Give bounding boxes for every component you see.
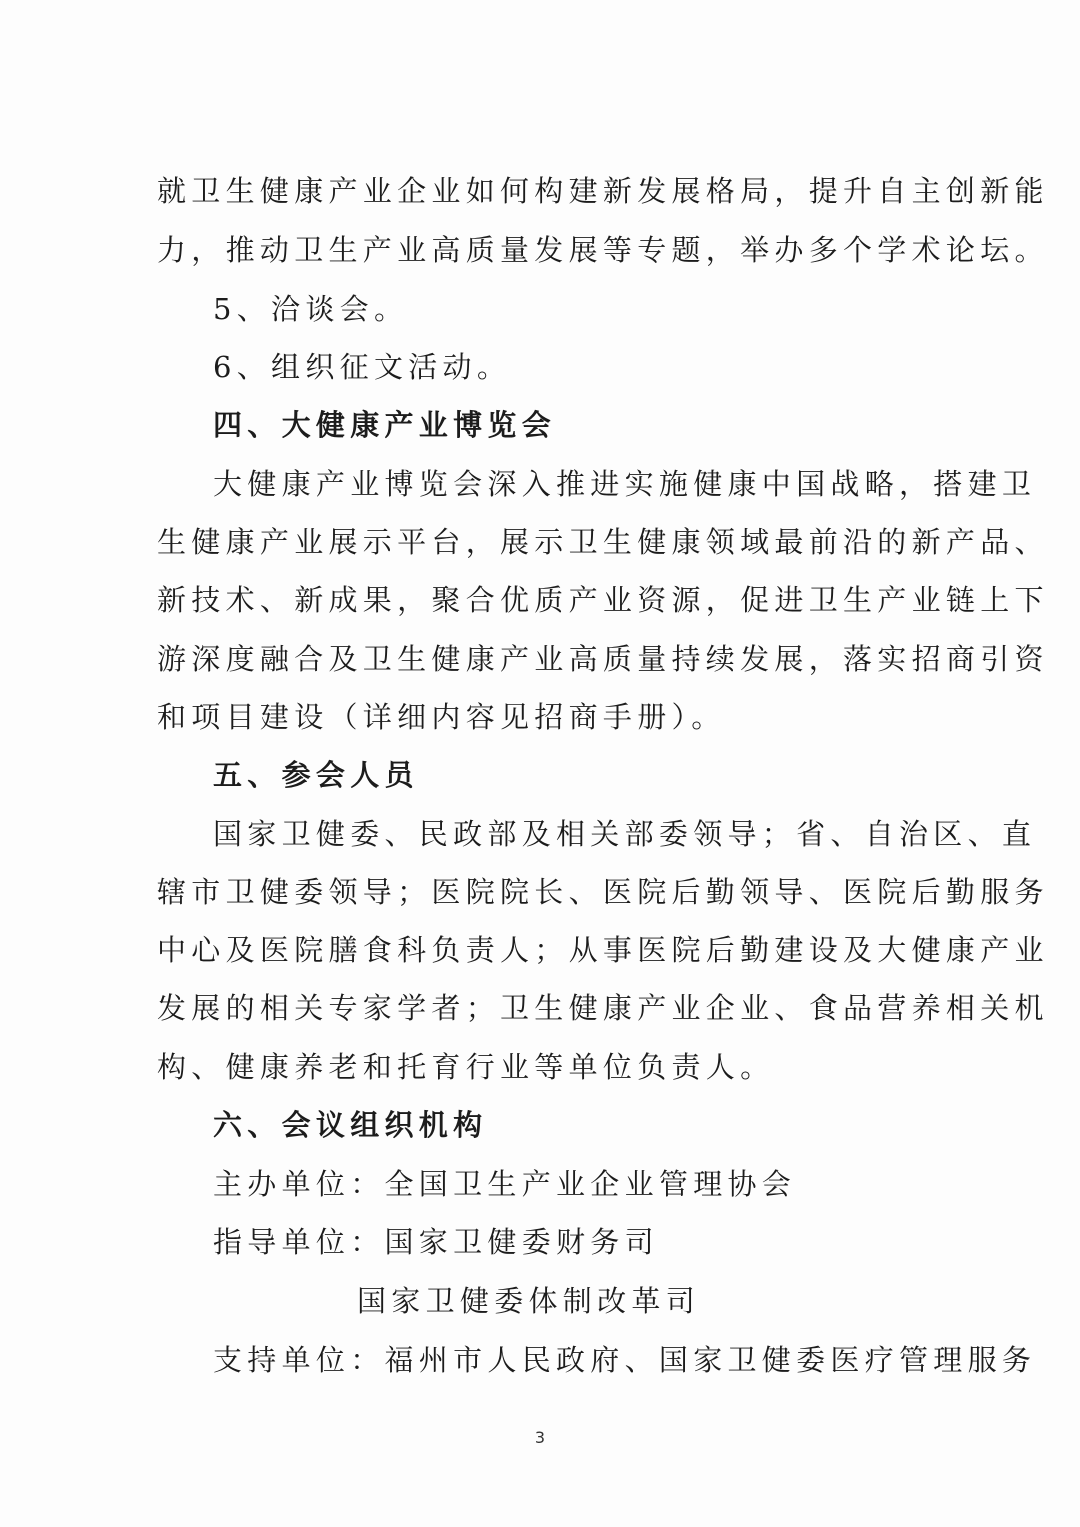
body-line-1: 就卫生健康产业企业如何构建新发展格局，提升自主创新能 bbox=[157, 174, 1049, 208]
support-line: 支持单位：福州市人民政府、国家卫健委医疗管理服务 bbox=[213, 1343, 1037, 1377]
attendees-para-line-4: 发展的相关专家学者；卫生健康产业企业、食品营养相关机 bbox=[157, 991, 1049, 1025]
guidance-line-1: 指导单位：国家卫健委财务司 bbox=[213, 1225, 659, 1259]
expo-para-line-5: 和项目建设（详细内容见招商手册）。 bbox=[157, 700, 726, 734]
section-heading-5: 五、参会人员 bbox=[213, 758, 419, 792]
organizer-line: 主办单位：全国卫生产业企业管理协会 bbox=[213, 1167, 797, 1201]
guidance-line-2: 国家卫健委体制改革司 bbox=[357, 1284, 701, 1318]
attendees-para-line-5: 构、健康养老和托育行业等单位负责人。 bbox=[157, 1050, 775, 1084]
expo-para-line-2: 生健康产业展示平台，展示卫生健康领域最前沿的新产品、 bbox=[157, 525, 1049, 559]
section-heading-6: 六、会议组织机构 bbox=[213, 1108, 488, 1142]
expo-para-line-3: 新技术、新成果，聚合优质产业资源，促进卫生产业链上下 bbox=[157, 583, 1049, 617]
list-item-5: 5、洽谈会。 bbox=[213, 292, 409, 326]
page-number: 3 bbox=[534, 1428, 546, 1447]
expo-para-line-1: 大健康产业博览会深入推进实施健康中国战略，搭建卫 bbox=[213, 467, 1037, 501]
attendees-para-line-1: 国家卫健委、民政部及相关部委领导；省、自治区、直 bbox=[213, 817, 1037, 851]
attendees-para-line-2: 辖市卫健委领导；医院院长、医院后勤领导、医院后勤服务 bbox=[157, 875, 1049, 909]
expo-para-line-4: 游深度融合及卫生健康产业高质量持续发展，落实招商引资 bbox=[157, 642, 1049, 676]
attendees-para-line-3: 中心及医院膳食科负责人；从事医院后勤建设及大健康产业 bbox=[157, 933, 1049, 967]
body-line-2: 力，推动卫生产业高质量发展等专题，举办多个学术论坛。 bbox=[157, 233, 1049, 267]
section-heading-4: 四、大健康产业博览会 bbox=[213, 408, 557, 442]
list-item-6: 6、组织征文活动。 bbox=[213, 350, 512, 384]
